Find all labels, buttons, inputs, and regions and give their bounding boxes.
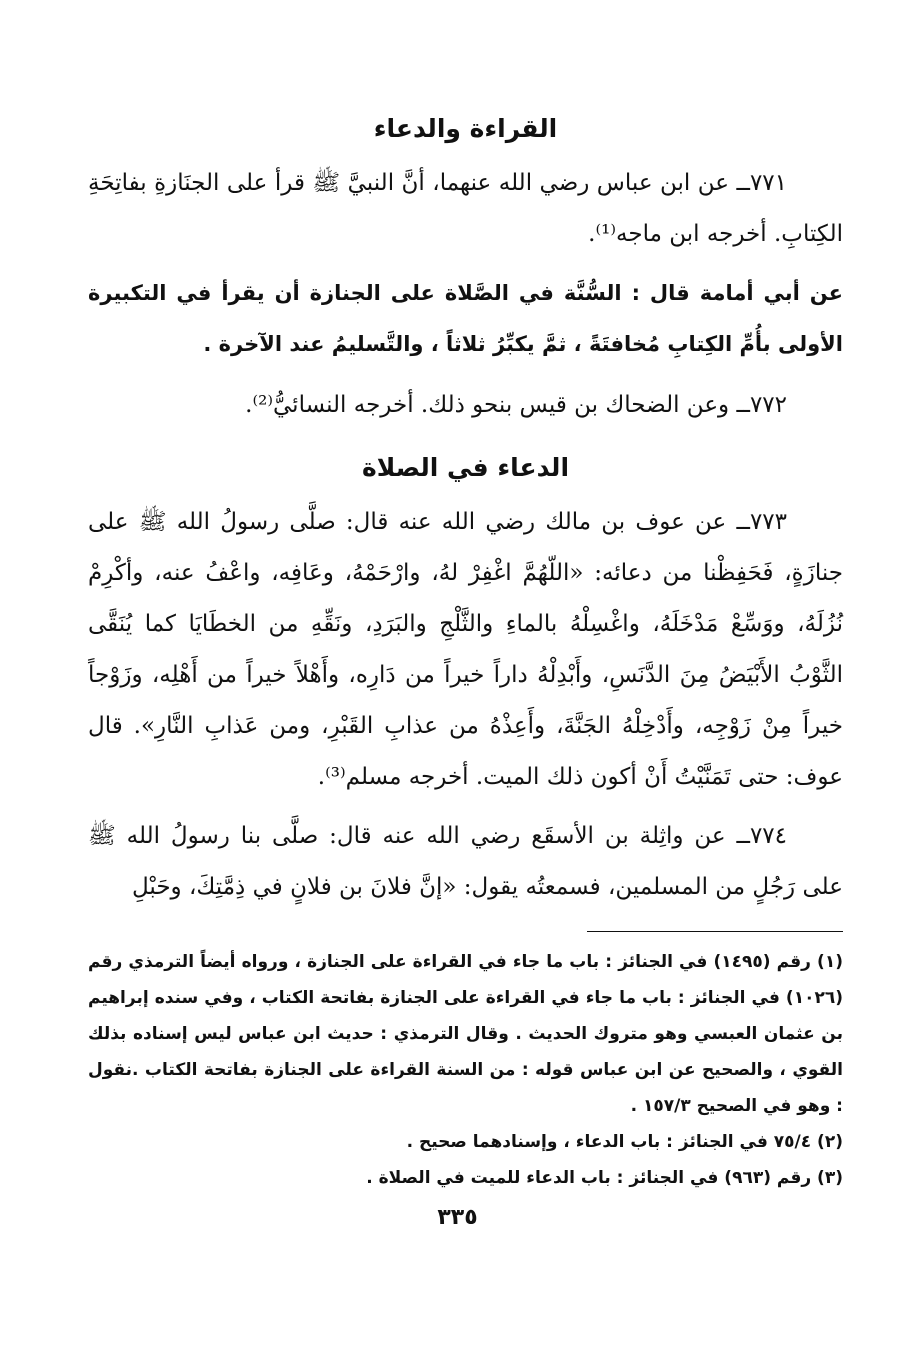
footnote-2: (٢) ٧٥/٤ في الجنائز : باب الدعاء ، وإسنادهما صحيح .: [406, 1132, 843, 1152]
hadith-773: [88, 497, 843, 803]
page-content: [88, 100, 843, 1196]
hadith-772-text: ٧٧٢ــ وعن الضحاك بن قيس بنحو ذلك. أخرجه النسائيُّ⁽²⁾.: [245, 392, 787, 418]
hadith-774-text: ٧٧٤ــ عن واثِلة بن الأسقَع رضي الله عنه قال: صلَّى بنا رسولُ الله ﷺ على رَجُلٍ من المسلمين، فسمعتُه يقول: «إنَّ فلانَ بن فلانٍ في ذِمَّتِكَ، وحَبْلِ: [88, 823, 843, 900]
footnote-divider: [587, 931, 843, 932]
hadith-771: [88, 158, 843, 260]
footnotes: [88, 944, 843, 1196]
hadith-773-text: ٧٧٣ــ عن عوف بن مالك رضي الله عنه قال: صلَّى رسولُ الله ﷺ على جنازَةٍ، فَحَفِظْنا من دعائه: «اللّهُمَّ اغْفِرْ لهُ، وارْحَمْهُ، وعَافِه، واعْفُ عنه، وأكْرِمْ نُزُلَهُ، ووَسِّعْ مَدْخَلَهُ، واغْسِلْهُ بالماءِ والثَّلْجِ والبَرَدِ، ونَقِّهِ من الخطَايَا كما يُنَقَّى الثَّوْبُ الأَبْيَضُ مِنَ الدَّنَسِ، وأَبْدِلْهُ داراً خيراً من دَارِه، وأَهْلاً خيراً من أَهْلِه، وزَوْجاً خيراً مِنْ زَوْجِه، وأَدْخِلْهُ الجَنَّةَ، وأَعِذْهُ من عذابِ القَبْرِ، ومن عَذابِ النَّارِ». قال عوف: حتى تَمَنَّيْتُ أَنْ أكون ذلك الميت. أخرجه مسلم⁽³⁾.: [88, 509, 843, 790]
abu-umama-narration: عن أبي أمامة قال : السُّنَّة في الصَّلاة على الجنازة أن يقرأ في التكبيرة الأولى بأُمِّ الكِتابِ مُخافتَةً ، ثمَّ يكبِّرُ ثلاثاً ، والتَّسليمُ عند الآخرة .: [88, 281, 843, 356]
footnote-3: (٣) رقم (٩٦٣) في الجنائز : باب الدعاء للميت في الصلاة .: [366, 1168, 843, 1188]
hadith-771-text: ٧٧١ــ عن ابن عباس رضي الله عنهما، أنَّ النبيَّ ﷺ قرأ على الجنَازةِ بفاتِحَةِ الكِتابِ. أخرجه ابن ماجه⁽¹⁾.: [88, 170, 843, 247]
hadith-772: [88, 380, 843, 431]
footnote-1: (١) رقم (١٤٩٥) في الجنائز : باب ما جاء في القراءة على الجنازة ، ورواه أيضاً الترمذي رقم (١٠٢٦) في الجنائز : باب ما جاء في القراءة على الجنازة بفاتحة الكتاب ، وفي سنده إبراهيم بن عثمان العبسي وهو متروك الحديث . وقال الترمذي : حديث ابن عباس ليس إسناده بذلك القوي ، والصحيح عن ابن عباس قوله : من السنة القراءة على الجنازة بفاتحة الكتاب .نقول : وهو في الصحيح ١٥٧/٣ .: [88, 952, 843, 1116]
page-number: ٣٣٥: [437, 1205, 478, 1230]
section-heading-prayer-supplication: الدعاء في الصلاة: [361, 453, 570, 482]
section-heading-reading: القراءة والدعاء: [373, 114, 558, 143]
hadith-774: [88, 811, 843, 913]
